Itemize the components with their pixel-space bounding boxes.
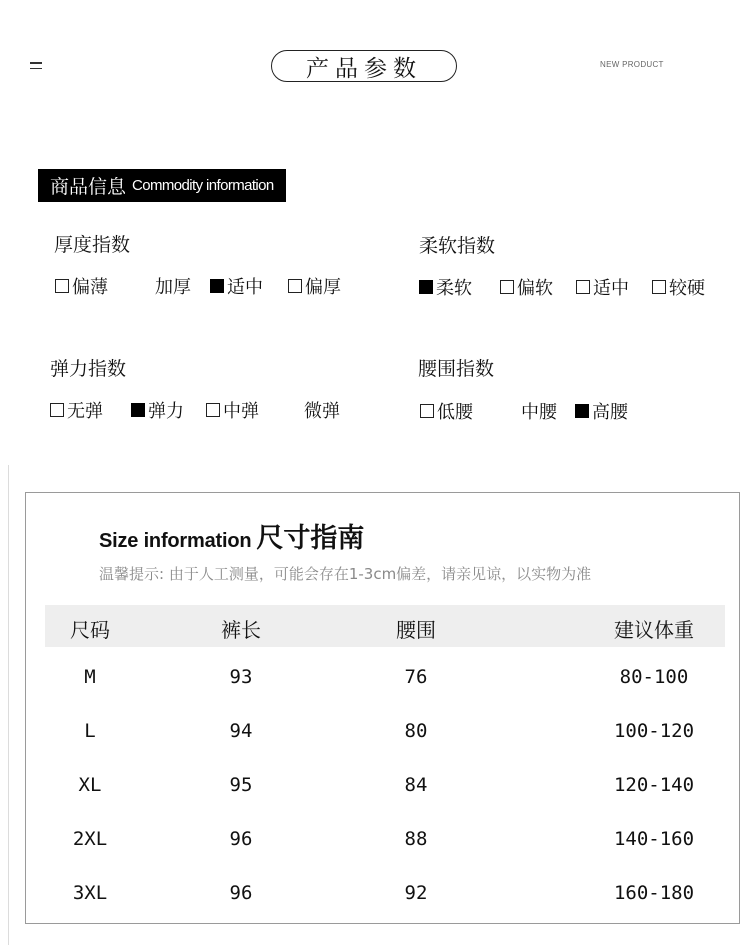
- option-label: 无弹: [67, 401, 103, 422]
- table-row: [45, 720, 725, 750]
- option-label: 加厚: [155, 277, 191, 298]
- option-label: 弹力: [148, 401, 184, 422]
- size-info-heading-cn: 尺寸指南: [256, 523, 365, 554]
- option-label: 微弹: [304, 401, 340, 422]
- table-row: [45, 774, 725, 804]
- cell-weight: 120-140: [613, 774, 695, 796]
- elasticity-option: [131, 397, 206, 423]
- checkbox-empty-icon: [652, 280, 666, 294]
- column-header-size: 尺码: [70, 618, 110, 642]
- option-label: 高腰: [592, 402, 628, 423]
- checkbox-empty-icon: [420, 404, 434, 418]
- waist-option: [521, 398, 575, 424]
- softness-option: [576, 274, 652, 300]
- softness-index-title: 柔软指数: [419, 235, 496, 257]
- cell-length: 94: [229, 720, 253, 742]
- checkbox-filled-icon: [131, 403, 145, 417]
- cell-size: M: [84, 666, 96, 688]
- option-label: 中腰: [521, 402, 557, 423]
- product-params-title: 产品参数: [271, 50, 457, 82]
- size-table-header: [45, 605, 725, 647]
- softness-options: [419, 274, 705, 300]
- size-info-heading: [99, 516, 364, 555]
- option-label: 低腰: [437, 402, 473, 423]
- checkbox-filled-icon: [210, 279, 224, 293]
- table-row: [45, 882, 725, 912]
- cell-waist: 92: [404, 882, 428, 904]
- option-label: 适中: [227, 277, 263, 298]
- commodity-info-en: Commodity information: [132, 177, 274, 194]
- cell-weight: 100-120: [613, 720, 695, 742]
- option-label: 偏软: [517, 278, 553, 299]
- size-table-body: [45, 666, 725, 916]
- checkbox-empty-icon: [50, 403, 64, 417]
- menu-icon: [30, 62, 42, 73]
- option-label: 中弹: [223, 401, 259, 422]
- size-info-heading-en: Size information: [99, 530, 252, 552]
- divider: [8, 465, 9, 945]
- cell-length: 96: [229, 828, 253, 850]
- softness-option: [419, 274, 500, 300]
- option-label: 柔软: [436, 278, 472, 299]
- softness-option: [652, 274, 705, 300]
- column-header-length: 裤长: [221, 618, 261, 642]
- checkbox-empty-icon: [576, 280, 590, 294]
- elasticity-options: [50, 397, 340, 423]
- measurement-tip: 温馨提示: 由于人工测量，可能会存在1-3cm偏差，请亲见谅，以实物为准: [99, 565, 592, 583]
- option-label: 偏厚: [305, 277, 341, 298]
- option-label: 适中: [593, 278, 629, 299]
- table-row: [45, 828, 725, 858]
- cell-size: 2XL: [72, 828, 108, 850]
- thickness-option: [155, 273, 210, 299]
- waist-option: [420, 398, 521, 424]
- option-label: 偏薄: [72, 277, 108, 298]
- cell-weight: 80-100: [619, 666, 689, 688]
- cell-size: XL: [78, 774, 102, 796]
- cell-waist: 76: [404, 666, 428, 688]
- waist-options: [420, 398, 628, 424]
- cell-waist: 88: [404, 828, 428, 850]
- thickness-option: [210, 273, 288, 299]
- checkbox-empty-icon: [55, 279, 69, 293]
- cell-size: 3XL: [72, 882, 108, 904]
- cell-waist: 84: [404, 774, 428, 796]
- new-product-label: NEW PRODUCT: [600, 60, 664, 69]
- cell-length: 96: [229, 882, 253, 904]
- elasticity-option: [304, 397, 340, 423]
- cell-length: 93: [229, 666, 253, 688]
- checkbox-filled-icon: [575, 404, 589, 418]
- waist-option: [575, 398, 628, 424]
- table-row: [45, 666, 725, 696]
- checkbox-empty-icon: [500, 280, 514, 294]
- cell-size: L: [84, 720, 96, 742]
- option-label: 较硬: [669, 278, 705, 299]
- elasticity-option: [50, 397, 131, 423]
- cell-weight: 140-160: [613, 828, 695, 850]
- cell-waist: 80: [404, 720, 428, 742]
- softness-option: [500, 274, 576, 300]
- column-header-weight: 建议体重: [614, 618, 694, 642]
- column-header-waist: 腰围: [396, 618, 436, 642]
- checkbox-filled-icon: [419, 280, 433, 294]
- cell-length: 95: [229, 774, 253, 796]
- waist-index-title: 腰围指数: [418, 358, 495, 380]
- thickness-option: [288, 273, 341, 299]
- elasticity-index-title: 弹力指数: [50, 358, 127, 380]
- checkbox-empty-icon: [288, 279, 302, 293]
- cell-weight: 160-180: [613, 882, 695, 904]
- thickness-index-title: 厚度指数: [54, 234, 131, 256]
- elasticity-option: [206, 397, 304, 423]
- commodity-info-banner: [38, 169, 286, 202]
- thickness-options: [55, 273, 341, 299]
- commodity-info-cn: 商品信息: [50, 176, 127, 198]
- checkbox-empty-icon: [206, 403, 220, 417]
- thickness-option: [55, 273, 155, 299]
